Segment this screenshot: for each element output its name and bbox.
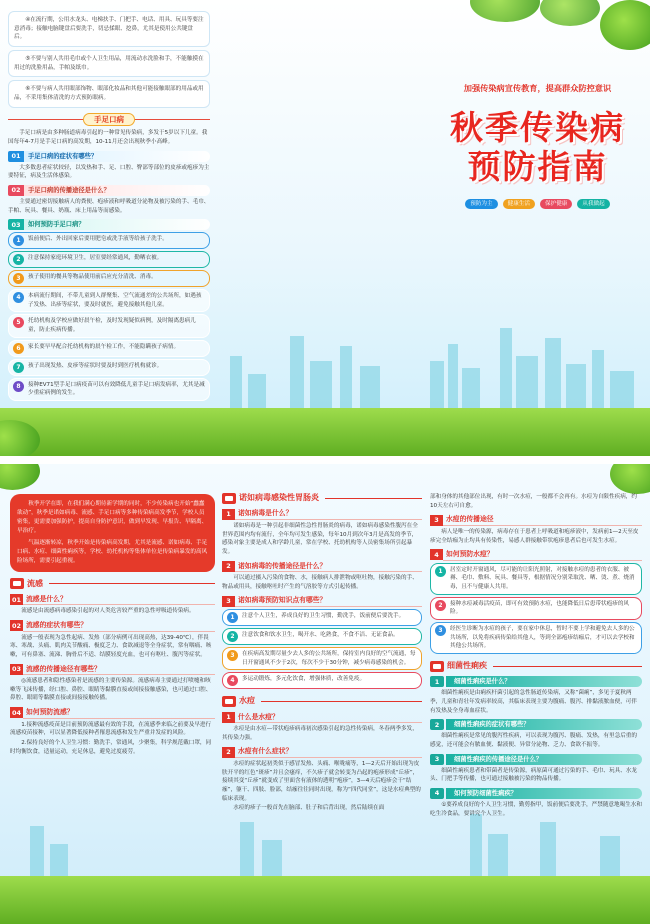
cover-tag: 保护健康 [540,199,572,210]
question-bar: 1 诺如病毒是什么？ [222,508,422,520]
intro-card [8,80,210,107]
question-bar: 3 细菌性痢疾的传播途径是什么？ [430,754,642,765]
cover-tag: 从我做起 [577,199,609,210]
answer-text: 部和身体的其他部位出现，有时一次水痘，一般都不会再有。水痘为自限性疾病，约10天左右可自愈。 [430,494,637,509]
question-bar: 02 流感的症状有哪些？ [10,620,215,632]
question-bar: 04 如何预防流感？ [10,707,215,719]
tip-item: 6 家长要早早配合托幼机构的晨午检工作，不能隐瞒孩子病情。 [8,340,210,357]
answer-text: 水痘的症状起初类似于感冒发热、头痛、喉咙痛等，1—2天后开始出现为皮肤开平的红色“斑疹”并且会瘙痒，不久疹子就会转变为凸起的疱疹形成“丘疹”，接续其变“丘疹”就变成了里面含有液体的透明“疱疹”，3—4天后疱疹会干“结痂”，躯干、四肢、脸部，结痂往往同时出现，称为“四代同堂”，这是水痘典型的临床表现。 [222,761,421,802]
tip-item: 3 孩子使用的餐具等物品使用前后应充分清洗、消毒。 [8,270,210,287]
top-panel [0,0,650,456]
megaphone-icon [10,578,24,589]
question-bar: 1 什么是水痘？ [222,712,422,724]
section-header-flu [10,578,215,590]
cover-tag: 预防为主 [465,199,497,210]
section-header-varicella [222,695,422,707]
question-bar: 3 水痘的传播途径 [430,514,642,526]
cover-slogan: 加强传染病宣传教育，提高群众防控意识 [463,83,612,93]
tip-item: 7 孩子出现发热、皮疹等症状时要及时到医疗机构就诊。 [8,359,210,376]
tip-item: 3 经医生诊断为水痘的孩子，要在家中休息，暂时不要上学和避免去人多的公共场所，以免将疾病传染给其他人，等到全部疱疹结痂后，才可以去学校和其他公共场所。 [430,622,642,654]
intro-card [8,11,210,47]
question-title: 如何预防手足口病？ [24,219,210,230]
tip-item: 8 接种EV71型手足口病疫苗可以有效降低儿童手足口病发病率，尤其是减少重症病例的发生。 [8,378,210,401]
tip-item: 4 本病流行期间，不带儿童到人群聚集、空气流通差的公共场所，如遇孩子发热、出疹等症状，要及时就医，避免接触其他儿童。 [8,289,210,312]
tip-item: 1 注意个人卫生，养成良好的卫生习惯，勤洗手，饭前便后要洗手。 [222,609,422,626]
leaf-decoration [540,0,600,26]
answer-text: 流感是由流感病毒感染引起的对人类危害较严重的急性呼吸道传染病。 [21,608,195,615]
tip-item: 2 注意饮食和饮水卫生，喝开水、吃熟食，不食不洁、无证食品。 [222,628,422,645]
question-bar: 4 如何预防水痘？ [430,549,642,561]
answer-text: 诺如病毒是一种引起非细菌性急性胃肠炎的病毒，诺如病毒感染性腹泻在全世界范围内均有流行，全年均可发生感染，每年10月到次年3月是高发的季节，感染对象主要是成人和学龄儿童，常在学校、托幼机构等人员密集场所引起暴发。 [222,522,418,555]
intro-card [8,50,210,77]
question-bar: 3 诺如病毒预防知识点有哪些？ [222,595,422,607]
question-number: 03 [8,219,24,230]
bottom-panel [0,464,650,924]
flu-column [10,494,215,919]
answer-text: 1.接种流感疫苗是目前预防流感最有效的手段，在流感季来临之前要及早进行流感疫苗接种，可以显著降低接种者罹患流感和发生严重并发症的风险。 [10,721,212,737]
answer-text: 水痘是由水痘—带状疱疹病毒初次感染引起的急性传染病，冬春两季多发，其传染力强。 [222,726,418,741]
cover-tags [430,199,645,210]
hfmd-column [8,8,210,448]
megaphone-icon [222,493,236,504]
section-title: 手足口病 [83,113,135,127]
leaf-decoration [0,464,40,490]
question-title: 手足口病的症状有哪些？ [24,151,210,162]
answer-text: 病人是唯一的传染源，病毒存在于患者上呼吸道和疱疹液中，发病前1—2天至皮疹完全结痂为止均具有传染性，易感人群接触带状疱疹患者后也可发生水痘。 [430,528,639,544]
answer-text: 水痘的疹子一般首先在脑部、肚子和后背出现，然后陆续在面 [233,805,385,812]
question-bar: 01 流感是什么？ [10,594,215,606]
question-bar: 2 细菌性痢疾的症状有哪些？ [430,719,642,730]
section-title: 诺如病毒感染性胃肠炎 [239,493,319,502]
section-title: 流感 [27,578,43,588]
cover [430,82,645,242]
answer-text: 细菌性痢疾是常见的腹泻性疾病，可以表现为腹泻、腹痛、发热，有里急后重的感觉，还可能会有脓血便、黏液便、异常分泌物、乏力、食欲不振等。 [430,733,637,748]
question-bar: 2 水痘有什么症状？ [222,746,422,758]
tip-item: 3 在疾病高发期尽量少去人多的公共场所，保持室内良好的空气流通，每日开窗通风不少于2次，每次不少于30分钟，减少病毒感染的机会。 [222,647,422,670]
answer-text: 2.保持良好的个人卫生习惯：勤洗手，常通风，少聚集，科学规范戴口罩，同时均衡饮食，适量运动，充足休息，避免过度疲劳。 [10,739,212,755]
answer-text: 细菌性痢疾是由痢疾杆菌引起的急性肠道传染病，又称“菌痢”，多见于夏秋两季，儿童和青壮年发病率较高，其临床表现主要为腹痛、腹泻、排黏液脓血便，可伴有发热及全身毒血症状。 [430,690,637,714]
cover-tag: 健康生活 [503,199,535,210]
question-title: 手足口病的传播途径是什么？ [24,185,210,196]
leaf-decoration [600,0,650,50]
question-bar: 4 如何预防细菌性痢疾？ [430,788,642,799]
question-bar: 1 细菌性痢疾是什么？ [430,676,642,687]
question-bar [8,185,210,196]
tip-item: 2 接种水痘减毒活疫苗，即可有效预防水痘，也能降低日后患带状疱疹的风险。 [430,597,642,620]
question-number: 02 [8,185,24,196]
hfmd-intro: 手足口病是由多种肠道病毒引起的一种常见传染病，多发于5岁以下儿童。我国每年4-7月是手足口病的高发期，10-11月还会出现秋季小高峰。 [8,130,208,145]
norovirus-column [222,492,422,920]
tip-item: 1 居室定时开窗通风，尽可能的让阳光照射，对接触水痘的患者的衣服、被褥、毛巾、敷料、玩具、餐具等，根据情况分别采取洗、晒、烫、煮、烧消毒，且不与健康人共用。 [430,563,642,595]
tip-item: 1 饭前便后、外出回家后要用肥皂或洗手液等给孩子洗手。 [8,232,210,249]
dysentery-column [430,492,642,920]
answer-text: 主要通过密切接触病人的粪便、疱疹液和呼吸道分泌物及被污染的手、毛巾、手帕、玩具、餐具、奶瓶、床上用品等而感染。 [8,198,210,214]
intro-item: ④在流行期，公用水龙头、电梯扶手、门把手、电话、用具、玩具等要注意消毒；接触电脑键盘后要洗手，切忌揉眼、挖鼻，尤其是使用公共键盘后。 [14,17,204,41]
cover-title-line2: 预防指南 [467,146,608,186]
answer-text: 可以通过摄入污染的食物、水，接触病人排泄物或呕吐物，接触污染的手、物品或用具，接触呕吐时产生的气溶胶等方式引起传播。 [222,575,418,590]
answer-text: 大多数患者症状较轻，以发热和手、足、口腔、臀部等部位的皮疹或疱疹为主要特征，病及生活体感染。 [8,164,210,180]
question-bar: 2 诺如病毒的传播途径是什么？ [222,561,422,573]
tip-item: 5 托幼机构及学校应做好晨午检，及时发现疑似病例，及时隔离患病儿童，防止疾病传播。 [8,314,210,337]
section-header-dysentery [430,660,642,672]
section-header-norovirus [222,492,422,504]
megaphone-icon [430,661,444,672]
section-title: 水痘 [239,696,255,706]
question-bar: 03 流感的传播途径有哪些？ [10,664,215,676]
intro-box [10,494,215,572]
intro-text: 秋季开学在即，在我们满心期待新学期的同时，不少传染病也开始“蠢蠢欲动”，秋季是诺如病毒、流感、手足口病等多种传染病高发季节，学校人员密集，更需要加强防护，提高自身防护意识，做到早发现、早报告、早隔离、早治疗。 [17,501,208,534]
leaf-decoration [610,464,650,494]
answer-text: ◎流感患者和隐性感染者是流感的主要传染源。流感病毒主要通过打喷嚏和咳嗽等飞沫传播，经口腔、鼻腔、眼睛等黏膜直接或间接接触感染，也可通过口腔、鼻腔、眼睛等黏膜直接或间接接触传播。 [10,678,212,702]
intro-item: ⑤不要与别人共用毛巾或个人卫生用品，用流动水洗脸和手，不能触摸在用过的洗脸用品，手帕及纸巾。 [14,55,204,71]
section-header-hfmd [8,113,210,127]
tip-item: 2 注意保持家庭环境卫生，居室要经常通风，勤晒衣被。 [8,251,210,268]
question-number: 01 [8,151,24,162]
answer-text: ①要养成良好的个人卫生习惯，勤剪指甲，饭前便后要洗手，严禁随意地喝生水和吃生冷食品，要讲究个人卫生。 [430,801,642,817]
question-bar [8,151,210,162]
intro-text: 气温逐渐转凉，秋季开始是传染病高发期，尤其是流感、诺如病毒、手足口病、水痘、细菌性痢疾等，学校、幼托机构等集体单位是传染病暴发的高风险场所，需要引起重视。 [17,539,208,564]
section-title: 细菌性痢疾 [447,660,487,670]
leaf-decoration [470,0,540,22]
intro-item: ⑥不要与病人共用眼部饰物、眼部化妆品和其他可能接触眼部的用品或用品，不采用集体清洗的方式预防眼病。 [14,86,204,101]
cover-title-line1: 秋季传染病 [450,107,625,147]
question-bar [8,219,210,230]
megaphone-icon [222,696,236,707]
answer-text: 细菌性痢疾患者和带菌者是传染源，病原菌可通过污染的手、毛巾、玩具、水龙头、门把手等传播，也可通过接触被污染的物品传播。 [430,767,637,783]
tip-item: 4 多运动锻炼，多元化饮食，增强体质，改善免疫。 [222,672,422,689]
answer-text: 流感一般表现为急性起病、发热（部分病例可出现高热，达39-40℃），伴畏寒、寒战、头痛、肌肉关节酸痛、极度乏力、食欲减退等全身症状，常有咽痛、咳嗽，可有鼻塞、流涕、胸骨后不适、结膜轻度充血，也可有呕吐、腹泻等症状。 [10,634,212,658]
